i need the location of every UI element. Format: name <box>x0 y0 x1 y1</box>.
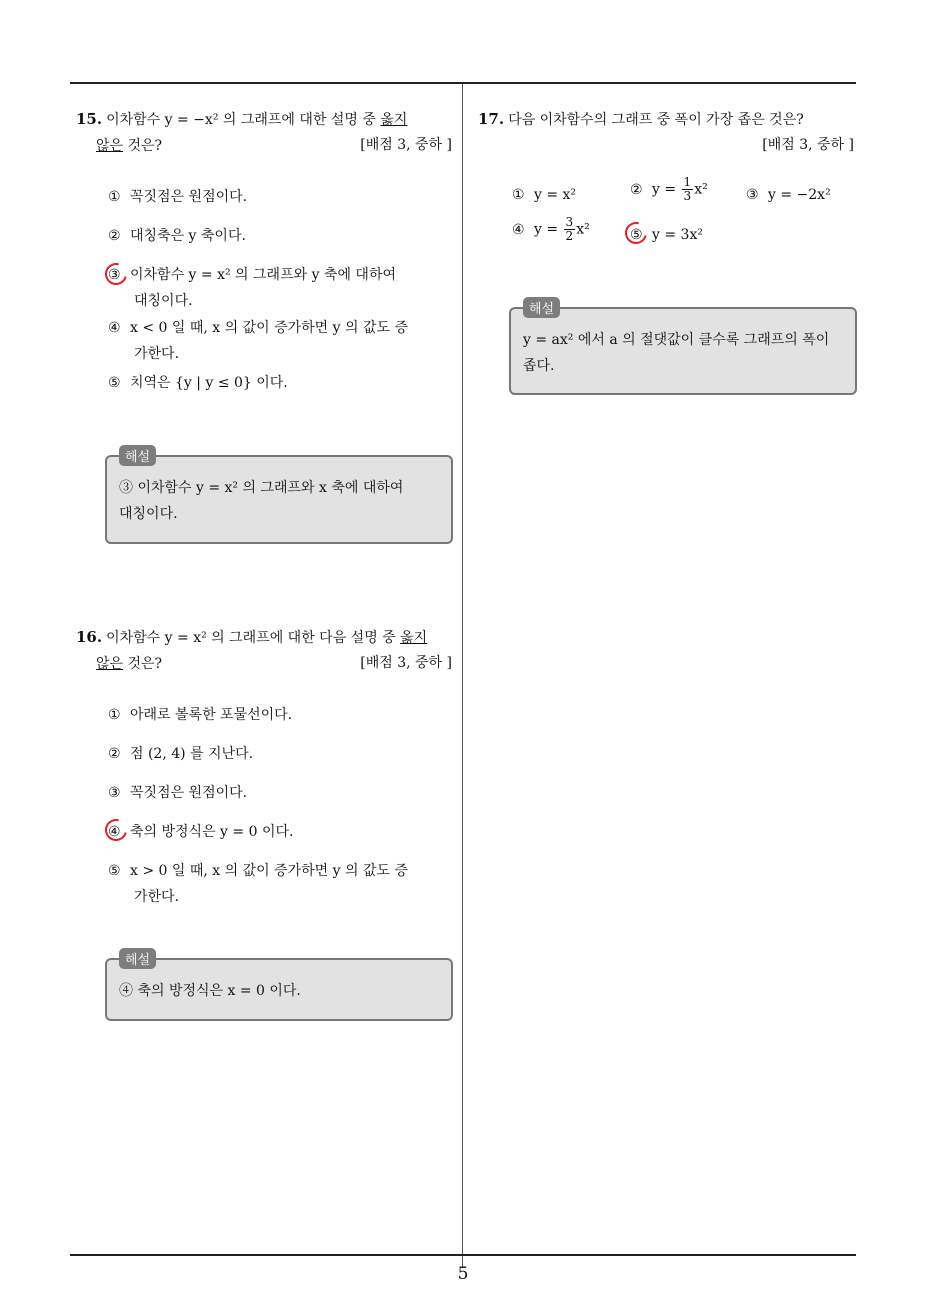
question-number: 15. <box>76 110 103 128</box>
question-number: 17. <box>478 110 505 128</box>
choice-item[interactable]: ⑤ y = 3x² <box>630 227 703 243</box>
question-number: 16. <box>76 628 103 646</box>
solution-text: ③ 이차함수 y = x² 의 그래프와 x 축에 대하여 <box>119 480 404 496</box>
question-meta: [배점 3, 중하 ] <box>762 137 854 153</box>
question-stem-end: 것은? <box>123 656 163 672</box>
question-stem-emphasis: 옳지 <box>380 112 408 128</box>
choice-item[interactable]: ④ x < 0 일 때, x 의 값이 증가하면 y 의 값도 증 가한다. <box>108 320 409 362</box>
page-number: 5 <box>457 1264 469 1284</box>
choice-item[interactable]: ③ 꼭짓점은 원점이다. <box>108 785 248 801</box>
question-stem-emphasis: 않은 <box>96 656 124 672</box>
choice-item[interactable]: ③ y = −2x² <box>746 187 831 203</box>
choice-item[interactable]: ③ 이차함수 y = x² 의 그래프와 y 축에 대하여 대칭이다. <box>108 267 396 309</box>
question-17 <box>478 106 854 153</box>
solution-box <box>105 953 453 1021</box>
choice-item[interactable]: ① 꼭짓점은 원점이다. <box>108 189 248 205</box>
solution-box <box>105 450 453 544</box>
question-stem: 이차함수 y = x² 의 그래프에 대한 다음 설명 중 <box>106 630 401 646</box>
top-rule <box>70 82 856 84</box>
choice-item[interactable]: ② 대칭축은 y 축이다. <box>108 228 246 244</box>
question-stem-end: 것은? <box>123 138 163 154</box>
choice-item[interactable]: ⑤ 치역은 {y | y ≤ 0} 이다. <box>108 375 288 391</box>
choice-item[interactable]: ④ 축의 방정식은 y = 0 이다. <box>108 824 294 840</box>
choice-item[interactable]: ② 점 (2, 4) 를 지난다. <box>108 746 254 762</box>
bottom-rule <box>70 1254 856 1256</box>
question-stem: 다음 이차함수의 그래프 중 폭이 가장 좁은 것은? <box>508 112 804 128</box>
solution-box <box>509 302 857 395</box>
question-stem-emphasis: 옳지 <box>400 630 428 646</box>
fraction: $\frac{1}{3}$ <box>683 175 692 203</box>
choice-item[interactable]: ① 아래로 볼록한 포물선이다. <box>108 707 293 723</box>
fraction: $\frac{3}{2}$ <box>565 215 574 243</box>
question-meta: [배점 3, 중하 ] <box>360 655 452 671</box>
solution-tag: 해설 <box>523 297 560 318</box>
question-16 <box>76 624 452 677</box>
choice-item[interactable]: ⑤ x > 0 일 때, x 의 값이 증가하면 y 의 값도 증 가한다. <box>108 863 409 905</box>
choice-item[interactable]: ① y = x² <box>512 187 577 203</box>
question-meta: [배점 3, 중하 ] <box>360 137 452 153</box>
column-divider <box>462 84 463 1268</box>
choice-item[interactable]: ④ y = $\frac{3}{2}$ x² <box>512 215 590 243</box>
solution-text: y = ax² 에서 a 의 절댓값이 클수록 그래프의 폭이 <box>523 332 830 348</box>
solution-tag: 해설 <box>119 445 156 466</box>
question-stem-emphasis: 않은 <box>96 138 124 154</box>
solution-text: 좁다. <box>523 358 555 374</box>
solution-tag: 해설 <box>119 948 156 969</box>
question-stem: 이차함수 y = −x² 의 그래프에 대한 설명 중 <box>106 112 381 128</box>
solution-text: 대칭이다. <box>119 506 178 522</box>
question-15 <box>76 106 452 159</box>
choice-item[interactable]: ② y = $\frac{1}{3}$ x² <box>630 175 708 203</box>
solution-text: ④ 축의 방정식은 x = 0 이다. <box>119 983 301 999</box>
